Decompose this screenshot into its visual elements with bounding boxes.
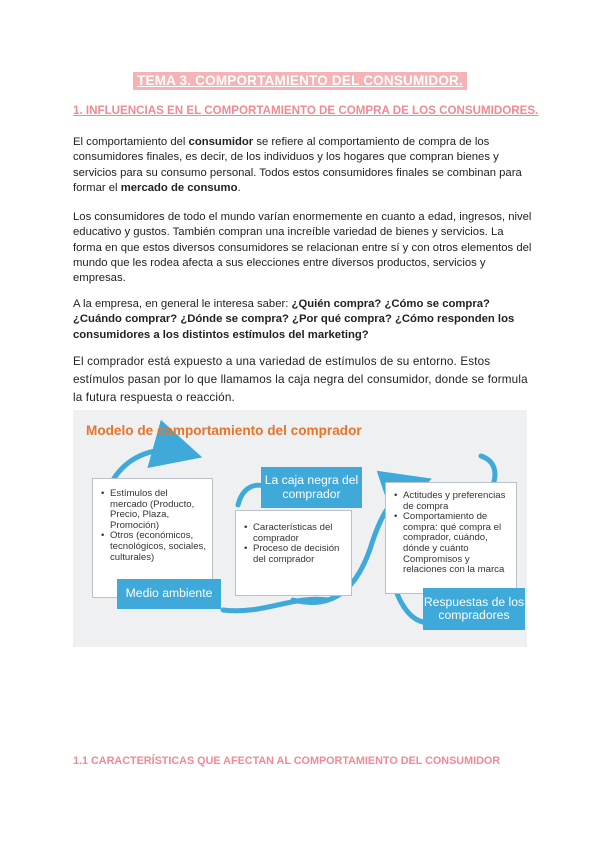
- p3-text-a: A la empresa, en general le interesa saber:: [73, 298, 292, 310]
- p1-text-c: se refiere al comportamiento de compra de los consumidores finales, es decir, de los individuos y los hogares que compran bienes y servicios para su consumo personal. Todos estos consumidores finales se combinan para formar el: [73, 136, 522, 194]
- label-respuestas: Respuestas de los compradores: [423, 588, 525, 630]
- paragraph-stimuli: El comprador está expuesto a una variedad de estímulos de su entorno. Estos estímulos pasan por lo que llamamos la caja negra del consumidor, donde se formula la futura respuesta o reacción.: [73, 355, 528, 404]
- list-item: • Otros (económicos, tecnológicos, sociales, culturales): [101, 531, 206, 563]
- stimuli-list: [93, 479, 212, 563]
- black-box-list: [236, 511, 351, 565]
- p3-bold-questions: ¿Quién compra? ¿Cómo se compra? ¿Cuándo comprar? ¿Dónde se compra? ¿Por qué compra? ¿Cómo responden los consumidores a los distintos estímulos del marketing?: [73, 298, 515, 341]
- list-item: • Comportamiento de compra: qué compra el comprador, cuándo, dónde y cuánto Compromisos y relaciones con la marca: [394, 512, 510, 576]
- p1-text-a: El comportamiento del: [73, 136, 189, 148]
- list-item: • Actitudes y preferencias de compra: [394, 491, 510, 512]
- arrow-right-up: [481, 456, 495, 485]
- responses-box: [385, 482, 517, 594]
- black-box-box: [235, 510, 352, 596]
- diagram-title: Modelo de comportamiento del comprador: [86, 423, 362, 438]
- document-title-text: TEMA 3. COMPORTAMIENTO DEL CONSUMIDOR.: [133, 72, 467, 90]
- arrow-top-left: [113, 450, 183, 480]
- section-1-heading: 1. INFLUENCIAS EN EL COMPORTAMIENTO DE COMPRA DE LOS CONSUMIDORES.: [73, 104, 539, 117]
- section-1-1-heading: 1.1 CARACTERÍSTICAS QUE AFECTAN AL COMPORTAMIENTO DEL CONSUMIDOR: [73, 755, 501, 767]
- document-title: [0, 72, 600, 90]
- p1-bold-mercado: mercado de consumo: [120, 181, 238, 194]
- responses-list: [386, 483, 516, 576]
- buyer-behavior-diagram: [73, 410, 527, 647]
- paragraph-company-questions: [73, 297, 533, 343]
- p1-bold-consumidor: consumidor: [188, 136, 254, 148]
- paragraph-consumer-behavior: [73, 135, 533, 196]
- p1-text-e: .: [237, 181, 241, 194]
- label-medio-ambiente: Medio ambiente: [117, 579, 221, 609]
- list-item: • Estímulos del mercado (Producto, Precio, Plaza, Promoción): [101, 489, 206, 531]
- list-item: • Proceso de decisión del comprador: [244, 544, 345, 565]
- paragraph-consumer-variety: Los consumidores de todo el mundo varían enormemente en cuanto a edad, ingresos, nivel educativo y gustos. También compran una increíble variedad de bienes y servicios. La forma en que estos diversos consumidores se relacionan entre sí y con otros elementos del mundo que les rodea afecta a sus elecciones entre diversos productos, servicios y empresas.: [73, 211, 532, 285]
- label-caja-negra: La caja negra del comprador: [261, 467, 362, 508]
- list-item: • Características del comprador: [244, 523, 345, 544]
